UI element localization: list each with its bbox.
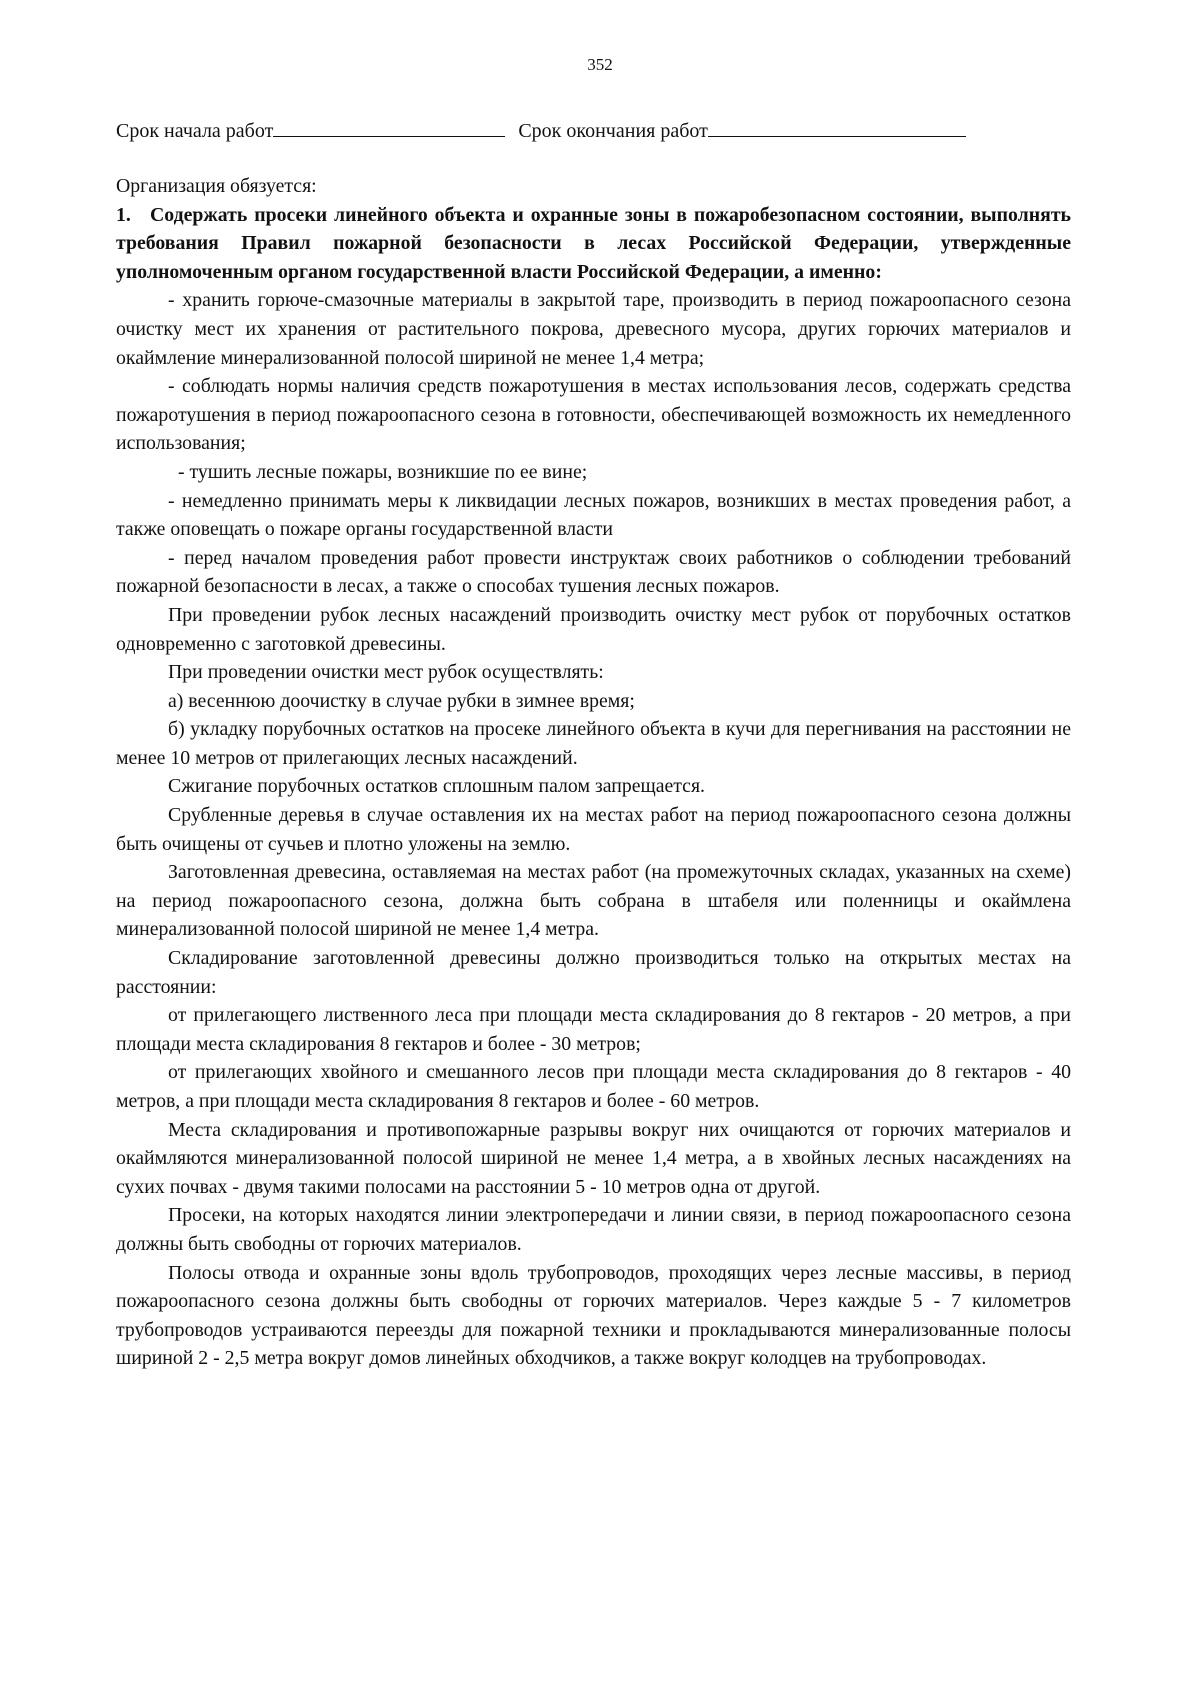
document-body bbox=[116, 172, 1071, 1373]
paragraph: Сжигание порубочных остатков сплошным палом запрещается. bbox=[168, 775, 706, 798]
paragraph: Срубленные деревья в случае оставления их на местах работ на период пожароопасного сезона должны быть очищены от сучьев и плотно уложены на землю. bbox=[116, 804, 1071, 855]
work-dates-line bbox=[116, 118, 1076, 143]
paragraph: - перед началом проведения работ провести инструктаж своих работников о соблюдении требований пожарной безопасности в лесах, а также о способах тушения лесных пожаров. bbox=[116, 546, 1071, 598]
paragraph: Складирование заготовленной древесины должно производиться только на открытых местах на расстоянии: bbox=[116, 947, 1071, 998]
start-date-label: Срок начала работ bbox=[116, 120, 274, 142]
paragraph: Места складирования и противопожарные разрывы вокруг них очищаются от горючих материалов и окаймляются минерализованной полосой шириной не менее 1,4 метра, а в хвойных лесных насаждениях на сухих почвах - двумя такими полосами на расстоянии 5 - 10 метров одна от другой. bbox=[116, 1118, 1071, 1198]
paragraph: а) весеннюю доочистку в случае рубки в зимнее время; bbox=[168, 689, 635, 712]
end-date-blank bbox=[708, 118, 966, 137]
paragraph: Полосы отвода и охранные зоны вдоль трубопроводов, проходящих через лесные массивы, в период пожароопасного сезона должны быть свободны от горючих материалов. Через каждые 5 - 7 километров трубопроводов устраиваются переезды для пожарной техники и прокладываются минерализованные полосы шириной 2 - 2,5 метра вокруг домов линейных обходчиков, а также вокруг колодцев на трубопроводах. bbox=[116, 1261, 1071, 1370]
paragraph: - тушить лесные пожары, возникшие по ее вине; bbox=[178, 460, 588, 483]
paragraph: Просеки, на которых находятся линии электропередачи и линии связи, в период пожароопасного сезона должны быть свободны от горючих материалов. bbox=[116, 1204, 1071, 1255]
start-date-blank bbox=[273, 118, 505, 137]
section-heading-text: Содержать просеки линейного объекта и охранные зоны в пожаробезопасном состоянии, выполнять требования Правил пожарной безопасности в лесах Российской Федерации, утвержденные уполномоченным органом государственной власти Российской Федерации, а именно: bbox=[116, 203, 1071, 283]
page-number: 352 bbox=[587, 55, 613, 74]
intro-line: Организация обязуется: bbox=[116, 175, 317, 197]
section-heading bbox=[116, 201, 1071, 287]
paragraph: от прилегающего лиственного леса при площади места складирования до 8 гектаров - 20 метров, а при площади места складирования 8 гектаров и более - 30 метров; bbox=[116, 1004, 1071, 1055]
paragraph: - хранить горюче-смазочные материалы в закрытой таре, производить в период пожароопасного сезона очистку мест их хранения от растительного покрова, древесного мусора, других горючих материалов и окаймление минерализованной полосой шириной не менее 1,4 метра; bbox=[116, 289, 1071, 369]
paragraph: - соблюдать нормы наличия средств пожаротушения в местах использования лесов, содержать средства пожаротушения в период пожароопасного сезона в готовности, обеспечивающей возможность их немедленного использования; bbox=[116, 375, 1071, 455]
paragraph: При проведении рубок лесных насаждений производить очистку мест рубок от порубочных остатков одновременно с заготовкой древесины. bbox=[116, 603, 1071, 655]
paragraph: от прилегающих хвойного и смешанного лесов при площади места складирования до 8 гектаров - 40 метров, а при площади места складирования 8 гектаров и более - 60 метров. bbox=[116, 1061, 1071, 1112]
paragraph: При проведении очистки мест рубок осуществлять: bbox=[168, 661, 604, 684]
section-number: 1. bbox=[116, 203, 131, 226]
paragraph: - немедленно принимать меры к ликвидации лесных пожаров, возникших в местах проведения работ, а также оповещать о пожаре органы государственной власти bbox=[116, 489, 1071, 541]
end-date-label: Срок окончания работ bbox=[518, 120, 708, 142]
paragraph: Заготовленная древесина, оставляемая на местах работ (на промежуточных складах, указанных на схеме) на период пожароопасного сезона, должна быть собрана в штабеля или поленницы и окаймлена минерализованной полосой шириной не менее 1,4 метра. bbox=[116, 861, 1071, 941]
paragraph: б) укладку порубочных остатков на просеке линейного объекта в кучи для перегнивания на расстоянии не менее 10 метров от прилегающих лесных насаждений. bbox=[116, 718, 1071, 769]
